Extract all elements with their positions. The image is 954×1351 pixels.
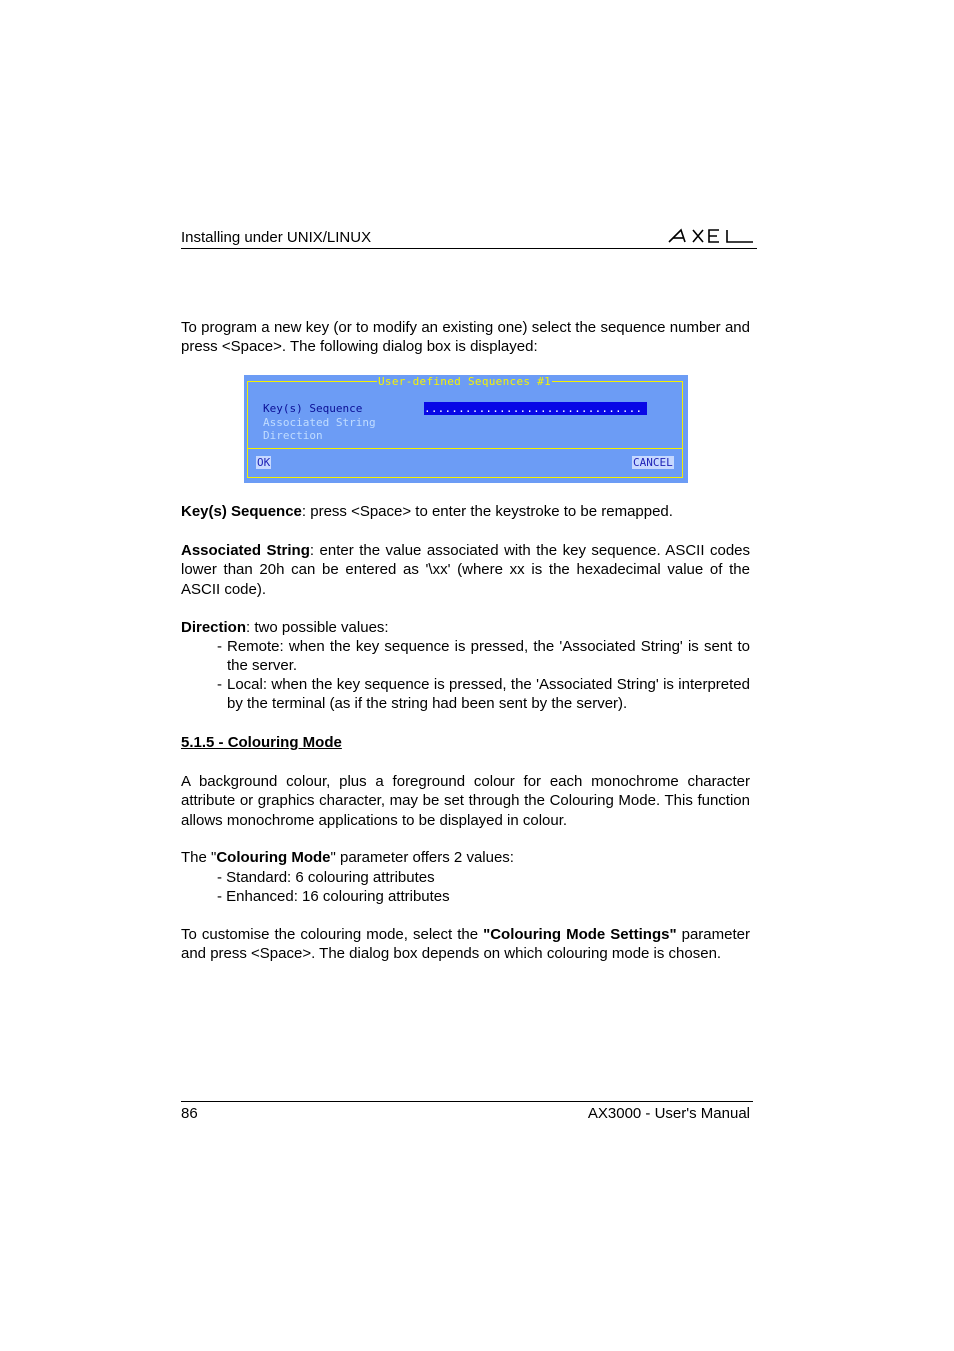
direction-text: : two possible values:	[246, 619, 389, 636]
cancel-button[interactable]: CANCEL	[633, 456, 673, 469]
associated-string-term: Associated String	[181, 542, 310, 559]
values-intro-prefix: The "	[181, 849, 217, 866]
value-standard: - Standard: 6 colouring attributes	[217, 869, 435, 886]
direction-item-text: Local: when the key sequence is pressed, the 'Associated String' is interpreted by the terminal (as if the string had been sent by the server).	[227, 676, 750, 713]
dialog-title: User-defined Sequences #1	[378, 375, 552, 388]
page-header	[181, 228, 757, 249]
keys-sequence-paragraph	[181, 502, 750, 521]
customise-prefix: To customise the colouring mode, select the	[181, 926, 484, 943]
section-heading: 5.1.5 - Colouring Mode	[181, 734, 342, 751]
values-intro-suffix: " parameter offers 2 values:	[330, 849, 514, 866]
manual-title: AX3000 - User's Manual	[587, 1105, 750, 1122]
page-footer	[181, 1101, 753, 1124]
colouring-mode-values-intro	[181, 848, 750, 867]
direction-item-local: - Local: when the key sequence is pressed, the 'Associated String' is interpreted by the terminal (as if the string had been sent by the server).	[217, 676, 750, 713]
keys-sequence-term: Key(s) Sequence	[181, 503, 302, 520]
value-enhanced: - Enhanced: 16 colouring attributes	[217, 888, 450, 905]
direction-item-remote: - Remote: when the key sequence is pressed, the 'Associated String' is sent to the server.	[217, 638, 750, 675]
values-intro-term: Colouring Mode	[216, 849, 331, 866]
dialog-separator	[247, 448, 683, 449]
direction-item-text: Remote: when the key sequence is pressed, the 'Associated String' is sent to the server.	[227, 638, 750, 675]
user-defined-sequences-dialog	[244, 375, 688, 483]
colouring-mode-paragraph: A background colour, plus a foreground colour for each monochrome character attribute or graphics character, may be set through the Colouring Mode. This function allows monochrome applications to be displayed in colour.	[181, 773, 750, 829]
direction-term: Direction	[181, 619, 247, 636]
direction-paragraph	[181, 618, 750, 637]
direction-label[interactable]: Direction	[263, 429, 323, 442]
axel-logo	[667, 222, 757, 246]
header-title: Installing under UNIX/LINUX	[181, 229, 372, 246]
ok-button[interactable]: OK	[257, 456, 271, 469]
associated-string-paragraph	[181, 541, 750, 599]
associated-string-label[interactable]: Associated String	[263, 416, 376, 429]
customise-suffix: parameter and press <Space>. The dialog box depends on which colouring mode is chosen.	[181, 926, 750, 963]
page-number: 86	[181, 1105, 198, 1122]
customise-paragraph	[181, 925, 750, 964]
keys-sequence-field[interactable]: ................................	[424, 402, 647, 415]
intro-paragraph: To program a new key (or to modify an existing one) select the sequence number and press <Space>. The following dialog box is displayed:	[181, 319, 750, 356]
associated-string-text: : enter the value associated with the key sequence. ASCII codes lower than 20h can be entered as '\xx' (where xx is the hexadecimal value of the ASCII code).	[181, 542, 751, 598]
keys-sequence-text: : press <Space> to enter the keystroke to be remapped.	[301, 503, 673, 520]
keys-sequence-label[interactable]: Key(s) Sequence	[263, 402, 363, 415]
customise-term: "Colouring Mode Settings"	[483, 926, 677, 943]
